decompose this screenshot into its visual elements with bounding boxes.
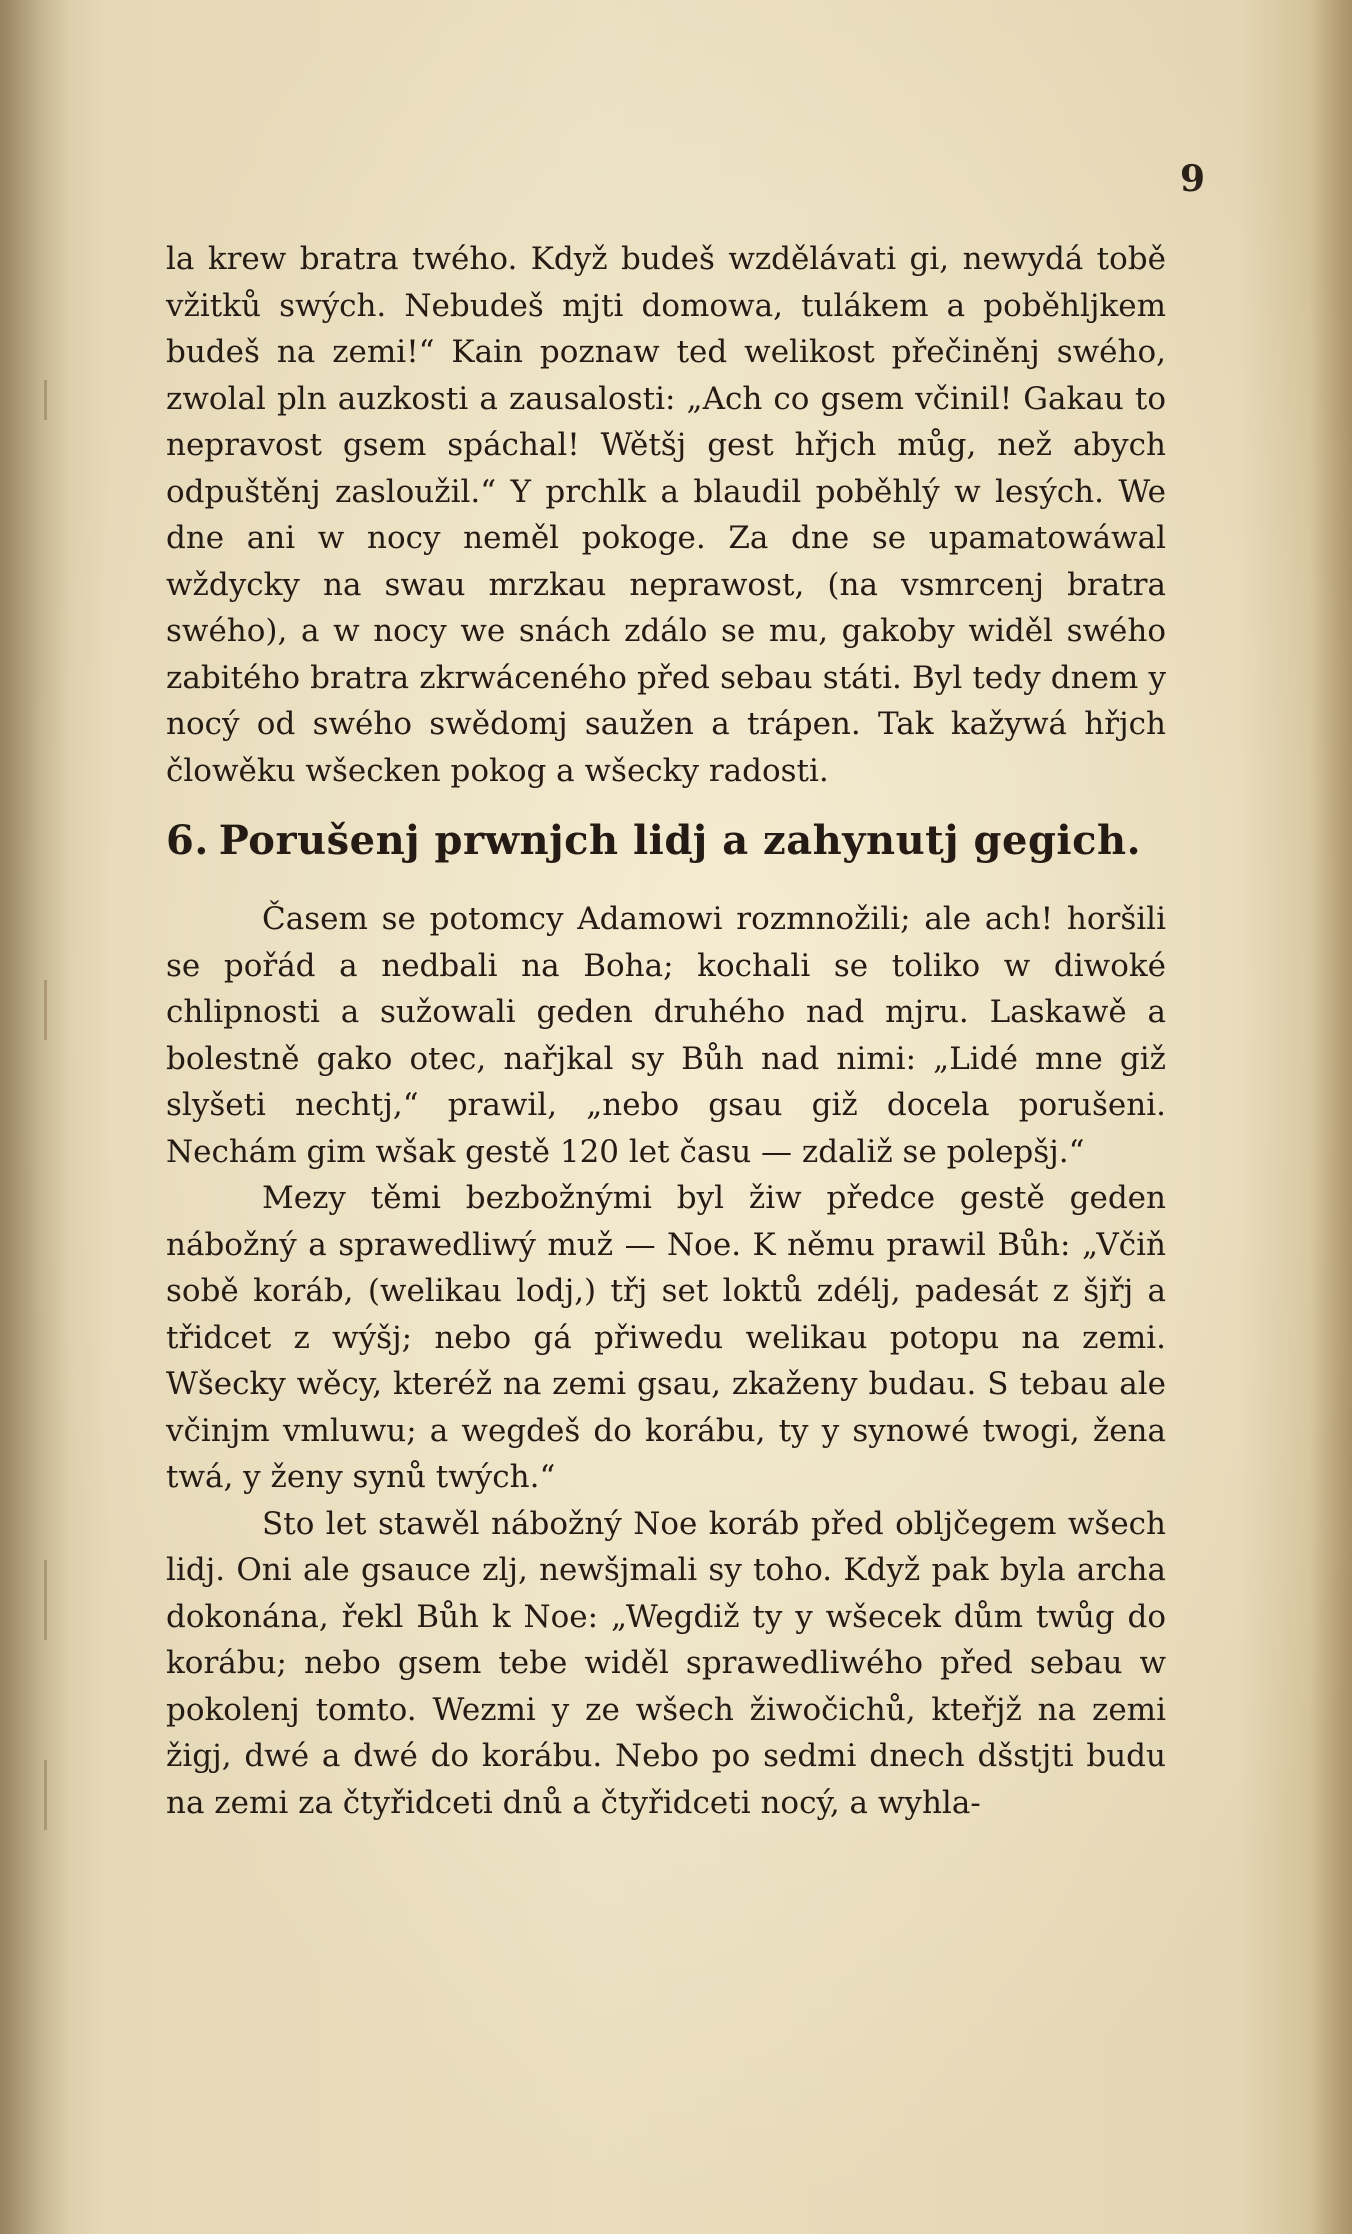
page-spine-shadow [0,0,70,2234]
paragraph: Časem se potomcy Adamowi rozmnožili; ale ach! horšili se pořád a nedbali na Boha; kochali se toliko w diwoké chlipnosti a sužowali geden druhého nad mjru. Laskawě a bolestně gako otec, nařjkal sy Bůh nad nimi: „Lidé mne giž slyšeti nechtj,“ prawil, „nebo gsau giž docela porušeni. Nechám gim wšak gestě 120 let času — zdaliž se polepšj.“ [166,901,1166,1170]
spine-mark [44,380,47,420]
page-edge-shadow [1310,0,1352,2234]
page-number: 9 [1180,158,1206,200]
paragraph: Mezy těmi bezbožnými byl žiw předce gestě geden nábožný a sprawedliwý muž — Noe. K němu prawil Bůh: „Včiň sobě koráb, (welikau lodj,) třj set loktů zdélj, padesát z šjřj a třidcet z wýšj; nebo gá přiwedu welikau potopu na zemi. Wšecky wěcy, kteréž na zemi gsau, zkaženy budau. S tebau ale včinjm vmluwu; a wegdeš do korábu, ty y synowé twogi, žena twá, y ženy synů twých.“ [166,1180,1166,1495]
spine-mark [44,980,47,1040]
paragraph: Sto let stawěl nábožný Noe koráb před obljčegem wšech lidj. Oni ale gsauce zlj, newšjmali sy toho. Když pak byla archa dokonána, řekl Bůh k Noe: „Wegdiž ty y wšecek dům twůg do korábu; nebo gsem tebe widěl sprawedliwého před sebau w pokolenj tomto. Wezmi y ze wšech žiwočichů, kteřjž na zemi žigj, dwé a dwé do korábu. Nebo po sedmi dnech dšstjti budu na zemi za čtyřidceti dnů a čtyřidceti nocý, a wyhla- [166,1505,1166,1821]
section-number: 6. [166,817,209,864]
paragraph: la krew bratra twého. Když budeš wzdělávati gi, newydá tobě vžitků swých. Nebudeš mjti domowa, tulákem a poběhljkem budeš na zemi!“ Kain poznaw ted welikost přečiněnj swého, zwolal pln auzkosti a zausalosti: „Ach co gsem včinil! Gakau to nepravost gsem spáchal! Wětšj gest hřjch můg, než abych odpuštěnj zasloužil.“ Y prchlk a blaudil poběhlý w lesých. We dne ani w nocy neměl pokoge. Za dne se upamatowáwal wždycky na swau mrzkau neprawost, (na vsmrcenj bratra swého), a w nocy we snách zdálo se mu, gakoby widěl swého zabitého bratra zkrwáceného před sebau státi. Byl tedy dnem y nocý od swého swědomj saužen a trápen. Tak kažywá hřjch člowěku wšecken pokog a wšecky radosti. [166,241,1166,789]
spine-mark [44,1560,47,1640]
body-text [166,236,1166,1826]
section-title: Porušenj prwnjch lidj a zahynutj gegich. [218,817,1141,864]
spine-mark [44,1760,47,1830]
section-heading [166,814,1166,868]
